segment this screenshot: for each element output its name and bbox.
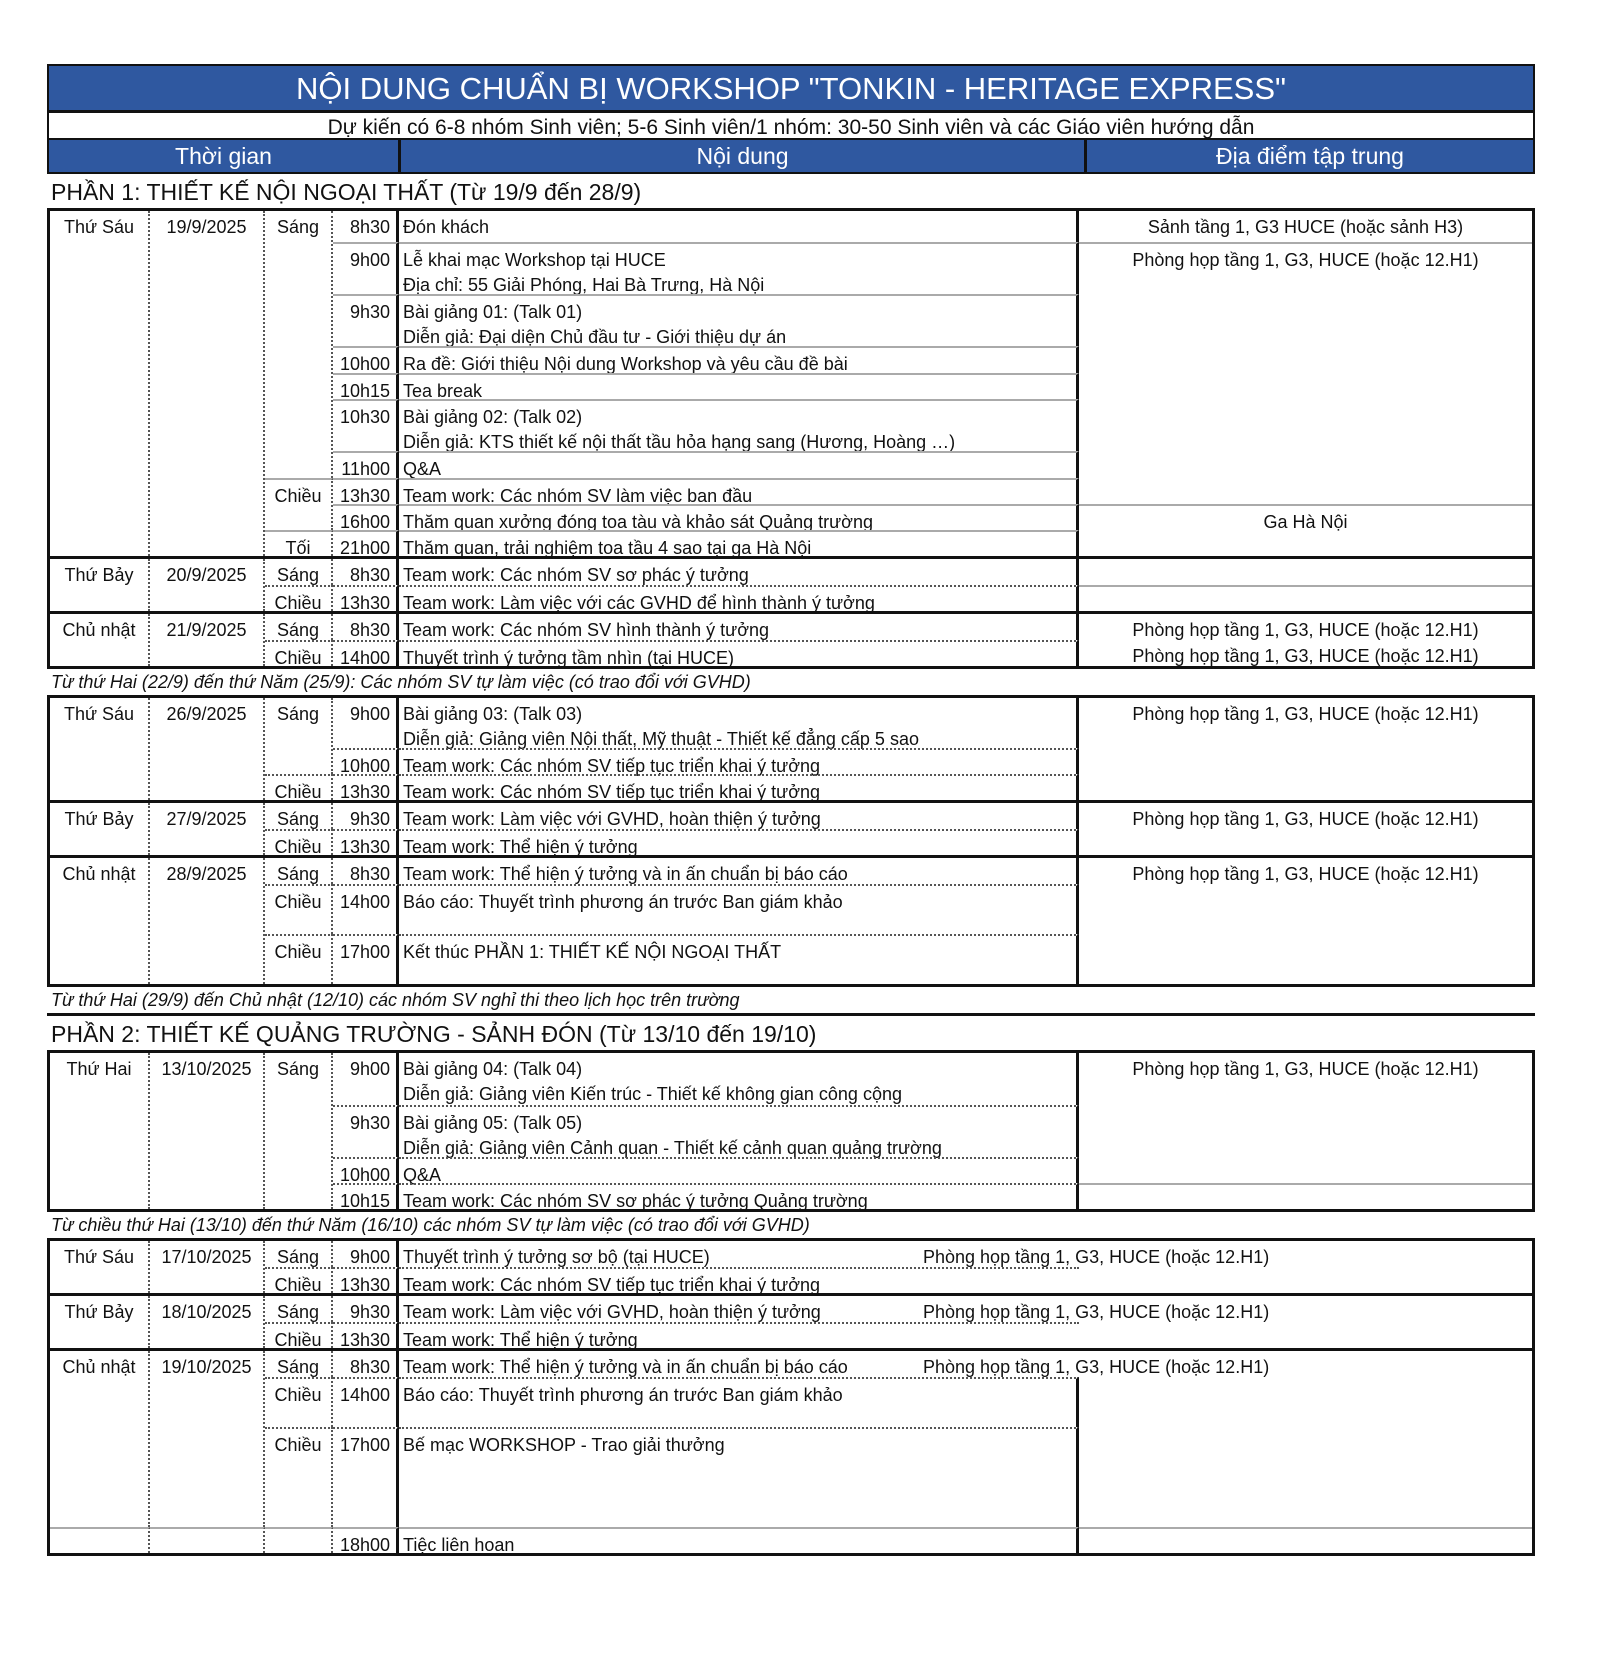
place-cell: Phòng họp tầng 1, G3, HUCE (hoặc 12.H1) (923, 1357, 1270, 1377)
time-cell: 13h30 (333, 1267, 399, 1293)
session-label: Chiều (265, 1427, 333, 1527)
content-line: Bài giảng 02: (Talk 02) (403, 407, 583, 427)
session-label: Chiều (265, 1322, 333, 1348)
day-label: Thứ Bảy (50, 559, 150, 611)
content-cell: Thuyết trình ý tưởng tầm nhìn (tại HUCE) (399, 640, 1079, 666)
time-cell: 13h30 (333, 478, 399, 504)
time-cell: 9h30 (333, 294, 399, 346)
content-cell: Đón khách (399, 211, 1079, 242)
part1-day4-block (47, 698, 1535, 803)
session-label-empty (265, 1527, 333, 1553)
session-label: Chiều (265, 829, 333, 855)
content-cell: Team work: Làm việc với GVHD, hoàn thiện ý tưởng (403, 1302, 821, 1322)
day-label: Thứ Sáu (50, 211, 150, 556)
time-cell: 13h30 (333, 774, 399, 800)
day-label: Thứ Sáu (50, 698, 150, 800)
date-label: 19/9/2025 (150, 211, 265, 556)
content-cell: Q&A (399, 451, 1079, 478)
date-label: 13/10/2025 (150, 1053, 265, 1209)
column-header-time: Thời gian (49, 140, 401, 172)
time-cell: 10h15 (333, 1183, 399, 1209)
content-cell: Ra đề: Giới thiệu Nội dung Workshop và yêu cầu đề bài (399, 346, 1079, 373)
day-label: Thứ Sáu (50, 1241, 150, 1293)
content-cell: Báo cáo: Thuyết trình phương án trước Ban giám khảo (399, 884, 1079, 934)
time-cell: 10h00 (333, 1157, 399, 1183)
time-cell: 8h30 (333, 614, 399, 640)
day-label: Chủ nhật (50, 614, 150, 666)
date-label: 18/10/2025 (150, 1296, 265, 1348)
part2-day2-block (47, 1241, 1535, 1296)
day-label: Chủ nhật (50, 858, 150, 984)
content-cell (399, 1105, 1079, 1157)
content-cell: Thăm quan, trải nghiệm toa tầu 4 sao tại ga Hà Nội (399, 530, 1079, 556)
day-label: Thứ Bảy (50, 803, 150, 855)
place-cell (1079, 585, 1532, 611)
part1-day5-block (47, 803, 1535, 858)
content-subline: Diễn giả: Giảng viên Nội thất, Mỹ thuật - Thiết kế đẳng cấp 5 sao (403, 729, 919, 749)
content-cell: Team work: Thể hiện ý tưởng và in ấn chuẩn bị báo cáo (399, 858, 1079, 884)
time-cell: 21h00 (333, 530, 399, 556)
content-line: Bài giảng 01: (Talk 01) (403, 302, 583, 322)
content-subline: Diễn giả: Giảng viên Kiến trúc - Thiết kế không gian công cộng (403, 1084, 902, 1104)
time-cell: 13h30 (333, 1322, 399, 1348)
content-line: Bài giảng 04: (Talk 04) (403, 1059, 583, 1079)
content-cell: Tiệc liên hoan (399, 1527, 1079, 1553)
time-cell: 8h30 (333, 211, 399, 242)
part1-title: PHẦN 1: THIẾT KẾ NỘI NGOẠI THẤT (Từ 19/9 đến 28/9) (47, 174, 1535, 211)
content-cell: Team work: Các nhóm SV hình thành ý tưởng (399, 614, 1079, 640)
content-cell: Kết thúc PHẦN 1: THIẾT KẾ NỘI NGOẠI THẤT (399, 934, 1079, 984)
content-cell: Team work: Các nhóm SV sơ phác ý tưởng Quảng trường (399, 1183, 1079, 1209)
place-cell: Sảnh tầng 1, G3 HUCE (hoặc sảnh H3) (1147, 217, 1464, 237)
content-cell: Team work: Các nhóm SV tiếp tục triển khai ý tưởng (399, 774, 1079, 800)
day-label-empty (50, 1527, 150, 1553)
content-cell: Bế mạc WORKSHOP - Trao giải thưởng (399, 1427, 1079, 1527)
content-cell: Tea break (399, 373, 1079, 399)
session-label: Sáng (265, 1351, 333, 1377)
content-cell (399, 294, 1079, 346)
session-label: Sáng (265, 1241, 333, 1267)
time-cell: 13h30 (333, 829, 399, 855)
content-subline: Địa chỉ: 55 Giải Phóng, Hai Bà Trưng, Hà Nội (403, 275, 765, 295)
time-cell: 10h15 (333, 373, 399, 399)
content-cell (399, 1053, 1079, 1105)
content-cell: Team work: Thể hiện ý tưởng (399, 1322, 1079, 1348)
time-cell: 9h00 (333, 1241, 399, 1267)
column-header-row (47, 140, 1535, 174)
place-cell: Phòng họp tầng 1, G3, HUCE (hoặc 12.H1) (923, 1302, 1270, 1322)
time-cell: 10h30 (333, 399, 399, 451)
page-title: NỘI DUNG CHUẨN BỊ WORKSHOP "TONKIN - HERITAGE EXPRESS" (47, 64, 1535, 110)
content-cell (399, 698, 1079, 748)
session-label: Sáng (265, 1296, 333, 1322)
place-cell: Phòng họp tầng 1, G3, HUCE (hoặc 12.H1) (1132, 704, 1479, 724)
time-cell: 9h30 (333, 1105, 399, 1157)
part2-day4-block (47, 1351, 1535, 1556)
content-cell: Thuyết trình ý tưởng sơ bộ (tại HUCE) (403, 1247, 710, 1267)
note-free-work-2: Từ chiều thứ Hai (13/10) đến thứ Năm (16/10) các nhóm SV tự làm việc (có trao đổi với GVHD) (47, 1212, 1535, 1241)
place-cell (1079, 1527, 1532, 1553)
content-cell (399, 399, 1079, 451)
place-cell: Phòng họp tầng 1, G3, HUCE (hoặc 12.H1) (1132, 620, 1479, 640)
content-line: Bài giảng 03: (Talk 03) (403, 704, 583, 724)
column-header-content: Nội dung (401, 140, 1087, 172)
place-cell: Phòng họp tầng 1, G3, HUCE (hoặc 12.H1) (1132, 646, 1479, 666)
time-cell: 14h00 (333, 640, 399, 666)
date-label: 27/9/2025 (150, 803, 265, 855)
time-cell: 8h30 (333, 1351, 399, 1377)
session-label: Chiều (265, 640, 333, 666)
place-cell: Phòng họp tầng 1, G3, HUCE (hoặc 12.H1) (1132, 809, 1479, 829)
date-label: 17/10/2025 (150, 1241, 265, 1293)
session-label: Sáng (265, 1053, 333, 1209)
day-label: Chủ nhật (50, 1351, 150, 1527)
time-cell: 9h00 (333, 1053, 399, 1105)
content-line: Bài giảng 05: (Talk 05) (403, 1113, 583, 1133)
date-label-empty (150, 1527, 265, 1553)
time-cell: 18h00 (333, 1527, 399, 1553)
time-cell: 17h00 (333, 1427, 399, 1527)
time-cell: 9h00 (333, 698, 399, 748)
session-label: Chiều (265, 1377, 333, 1427)
day-label: Thứ Bảy (50, 1296, 150, 1348)
time-cell: 8h30 (333, 559, 399, 585)
column-header-place: Địa điểm tập trung (1216, 142, 1404, 169)
content-cell: Team work: Các nhóm SV tiếp tục triển khai ý tưởng (399, 1267, 1079, 1293)
content-cell: Q&A (399, 1157, 1079, 1183)
time-cell: 11h00 (333, 451, 399, 478)
content-cell: Team work: Các nhóm SV sơ phác ý tưởng (399, 559, 1079, 585)
content-cell: Thăm quan xưởng đóng toa tàu và khảo sát Quảng trường (399, 504, 1079, 530)
content-cell: Team work: Thể hiện ý tưởng (399, 829, 1079, 855)
time-cell: 10h00 (333, 346, 399, 373)
session-label: Tối (265, 530, 333, 556)
session-label: Sáng (265, 614, 333, 640)
session-label: Chiều (265, 1267, 333, 1293)
part1-day3-block (47, 614, 1535, 669)
part2-day3-block (47, 1296, 1535, 1351)
time-cell: 8h30 (333, 858, 399, 884)
place-cell: Ga Hà Nội (1079, 504, 1532, 556)
session-label: Sáng (265, 211, 333, 478)
session-label: Sáng (265, 803, 333, 829)
time-cell: 10h00 (333, 748, 399, 774)
place-cell (1079, 559, 1532, 585)
note-free-work: Từ thứ Hai (22/9) đến thứ Năm (25/9): Các nhóm SV tự làm việc (có trao đổi với GVHD) (47, 669, 1535, 698)
part2-title: PHẦN 2: THIẾT KẾ QUẢNG TRƯỜNG - SẢNH ĐÓN (Từ 13/10 đến 19/10) (47, 1013, 1535, 1053)
date-label: 26/9/2025 (150, 698, 265, 800)
content-cell: Team work: Các nhóm SV tiếp tục triển khai ý tưởng (399, 748, 1079, 774)
content-line: Lễ khai mạc Workshop tại HUCE (403, 250, 666, 270)
content-subline: Diễn giả: KTS thiết kế nội thất tầu hỏa hạng sang (Hương, Hoàng …) (403, 432, 956, 452)
place-cell (1079, 1377, 1532, 1527)
content-cell: Team work: Thể hiện ý tưởng và in ấn chuẩn bị báo cáo (403, 1357, 848, 1377)
date-label: 21/9/2025 (150, 614, 265, 666)
place-cell (1079, 1183, 1532, 1209)
content-cell: Team work: Các nhóm SV làm việc ban đầu (399, 478, 1079, 504)
time-cell: 17h00 (333, 934, 399, 984)
content-cell (399, 242, 1079, 294)
part1-day2-block (47, 559, 1535, 614)
time-cell: 13h30 (333, 585, 399, 611)
place-cell: Phòng họp tầng 1, G3, HUCE (hoặc 12.H1) (923, 1247, 1270, 1267)
time-cell: 14h00 (333, 1377, 399, 1427)
note-break: Từ thứ Hai (29/9) đến Chủ nhật (12/10) các nhóm SV nghỉ thi theo lịch học trên trường (51, 990, 740, 1010)
time-cell: 16h00 (333, 504, 399, 530)
date-label: 20/9/2025 (150, 559, 265, 611)
time-cell: 9h30 (333, 1296, 399, 1322)
session-label: Chiều (265, 585, 333, 611)
session-label: Chiều (265, 478, 333, 530)
place-cell: Phòng họp tầng 1, G3, HUCE (hoặc 12.H1) (1132, 1059, 1479, 1079)
time-cell: 9h30 (333, 803, 399, 829)
page-subtitle: Dự kiến có 6-8 nhóm Sinh viên; 5-6 Sinh viên/1 nhóm: 30-50 Sinh viên và các Giáo viên hướng dẫn (47, 110, 1535, 140)
place-cell: Phòng họp tầng 1, G3, HUCE (hoặc 12.H1) (1132, 864, 1479, 884)
place-cell: Phòng họp tầng 1, G3, HUCE (hoặc 12.H1) (1079, 242, 1532, 504)
day-label: Thứ Hai (50, 1053, 150, 1209)
content-cell: Team work: Làm việc với GVHD, hoàn thiện ý tưởng (399, 803, 1079, 829)
content-cell: Báo cáo: Thuyết trình phương án trước Ban giám khảo (399, 1377, 1079, 1427)
session-label: Sáng (265, 858, 333, 884)
schedule-sheet (47, 64, 1535, 1556)
date-label: 19/10/2025 (150, 1351, 265, 1527)
time-cell: 9h00 (333, 242, 399, 294)
session-label: Sáng (265, 559, 333, 585)
part2-day1-block (47, 1053, 1535, 1212)
part1-day6-block (47, 858, 1535, 987)
session-label: Chiều (265, 884, 333, 934)
part1-day1-block (47, 211, 1535, 559)
session-label: Chiều (265, 774, 333, 800)
session-label: Chiều (265, 934, 333, 984)
content-subline: Diễn giả: Giảng viên Cảnh quan - Thiết kế cảnh quan quảng trường (403, 1138, 942, 1158)
date-label: 28/9/2025 (150, 858, 265, 984)
time-cell: 14h00 (333, 884, 399, 934)
content-cell: Team work: Làm việc với các GVHD để hình thành ý tưởng (399, 585, 1079, 611)
content-subline: Diễn giả: Đại diện Chủ đầu tư - Giới thiệu dự án (403, 327, 787, 347)
session-label: Sáng (265, 698, 333, 774)
